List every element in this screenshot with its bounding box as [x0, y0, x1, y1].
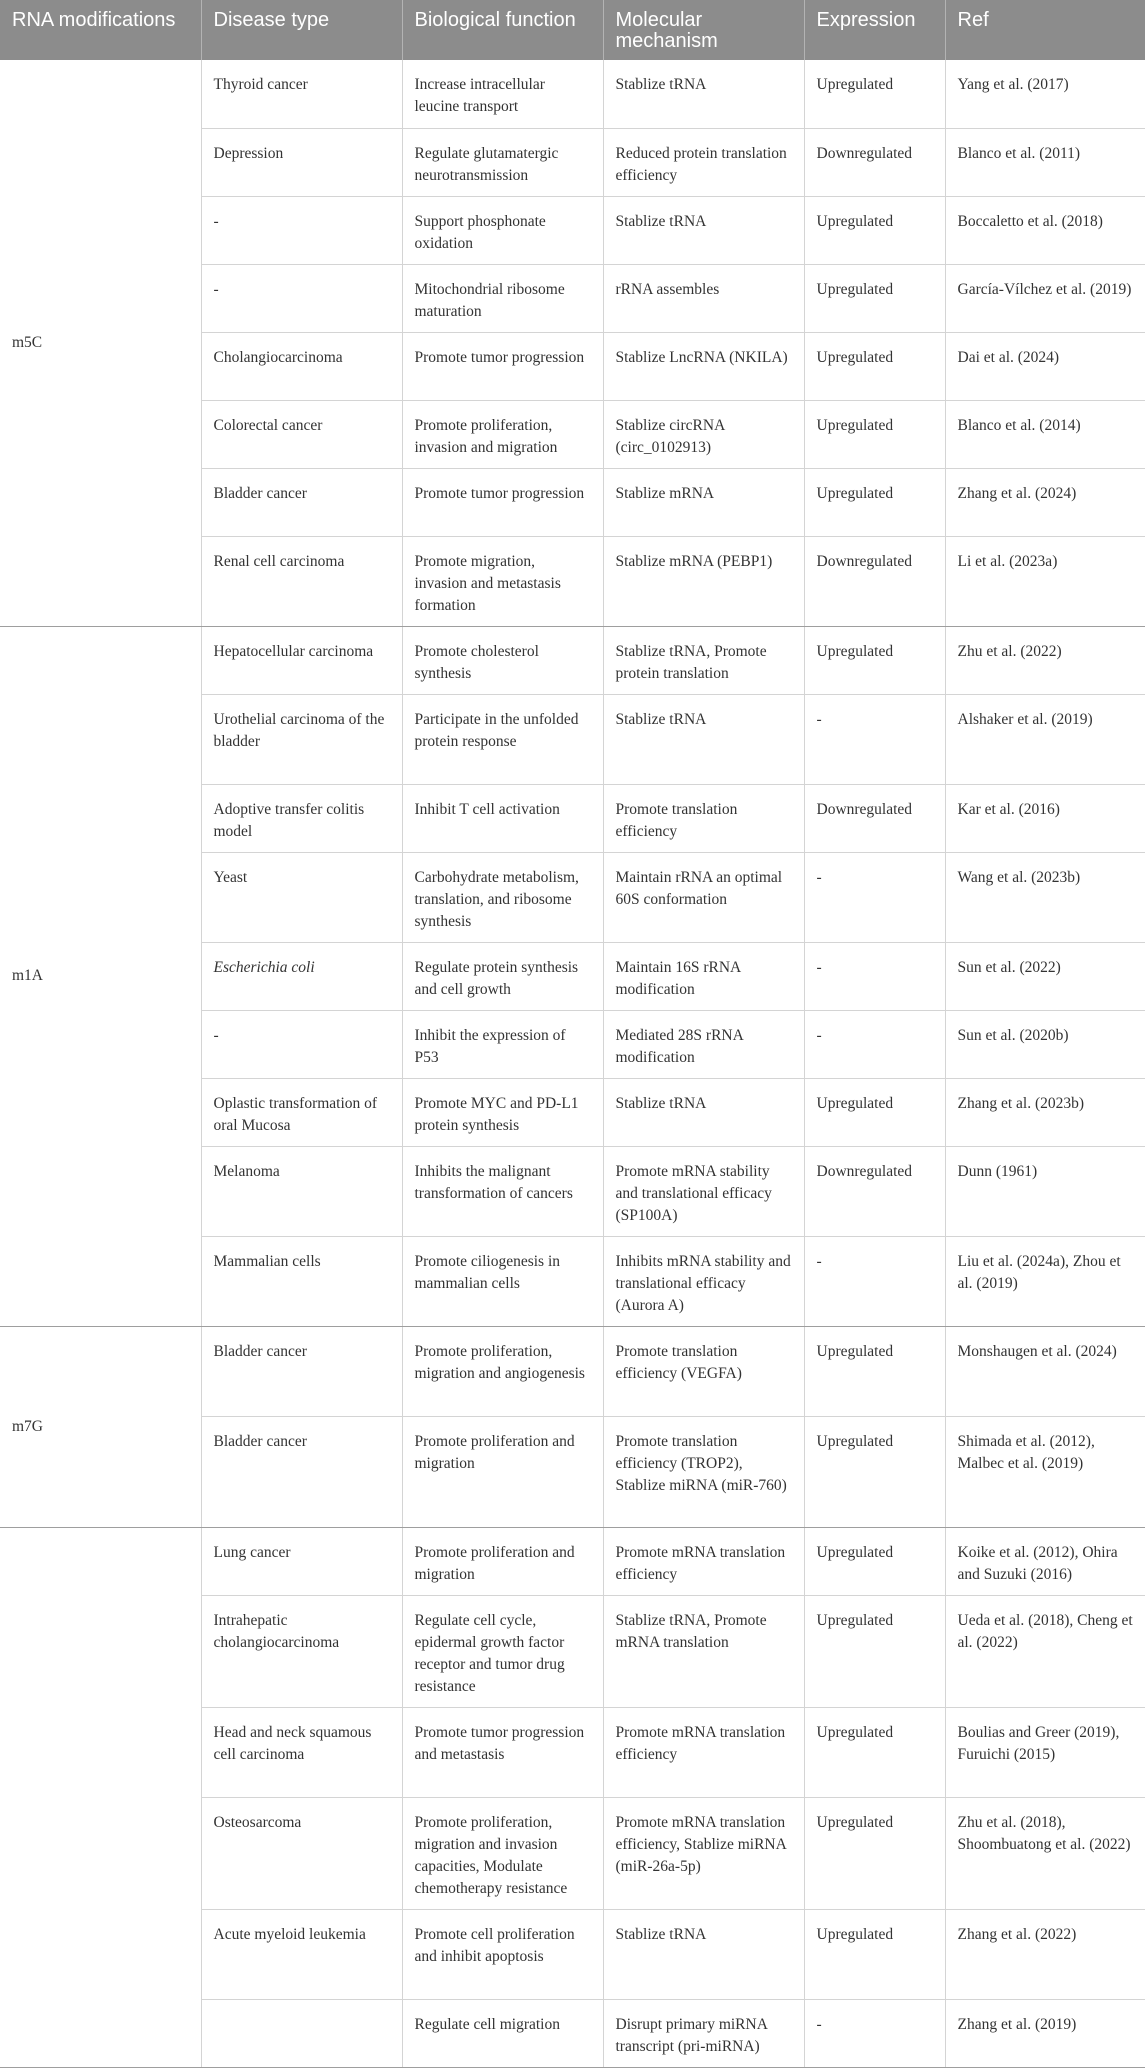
disease-cell: - [201, 264, 402, 332]
mechanism-cell: Inhibits mRNA stability and translational efficacy (Aurora A) [603, 1236, 804, 1326]
mechanism-cell: Maintain 16S rRNA modification [603, 942, 804, 1010]
function-cell: Promote proliferation, invasion and migration [402, 400, 603, 468]
mechanism-cell: Stablize tRNA, Promote mRNA translation [603, 1595, 804, 1707]
ref-cell[interactable]: García-Vílchez et al. (2019) [945, 264, 1145, 332]
ref-cell[interactable]: Blanco et al. (2014) [945, 400, 1145, 468]
disease-cell: Renal cell carcinoma [201, 536, 402, 626]
disease-cell: Yeast [201, 852, 402, 942]
expression-cell: Upregulated [804, 60, 945, 128]
disease-cell: Thyroid cancer [201, 60, 402, 128]
disease-cell: Oplastic transformation of oral Mucosa [201, 1078, 402, 1146]
disease-cell: Colorectal cancer [201, 400, 402, 468]
function-cell: Regulate cell cycle, epidermal growth factor receptor and tumor drug resistance [402, 1595, 603, 1707]
mechanism-cell: Stablize mRNA [603, 468, 804, 536]
disease-cell: Mammalian cells [201, 1236, 402, 1326]
ref-cell[interactable]: Yang et al. (2017) [945, 60, 1145, 128]
disease-cell: Cholangiocarcinoma [201, 332, 402, 400]
header-rna-modifications: RNA modifications [0, 0, 201, 60]
disease-cell: Bladder cancer [201, 468, 402, 536]
mechanism-cell: Stablize tRNA [603, 1909, 804, 1999]
expression-cell: - [804, 1999, 945, 2067]
expression-cell: Upregulated [804, 196, 945, 264]
disease-cell: Head and neck squamous cell carcinoma [201, 1707, 402, 1797]
function-cell: Promote tumor progression [402, 332, 603, 400]
mechanism-cell: Stablize tRNA [603, 694, 804, 784]
function-cell: Promote tumor progression and metastasis [402, 1707, 603, 1797]
expression-cell: - [804, 852, 945, 942]
expression-cell: Upregulated [804, 626, 945, 694]
modification-cell: m5C [0, 60, 201, 626]
header-molecular-mechanism: Molecular mechanism [603, 0, 804, 60]
ref-cell[interactable]: Ueda et al. (2018), Cheng et al. (2022) [945, 1595, 1145, 1707]
mechanism-cell: Stablize LncRNA (NKILA) [603, 332, 804, 400]
mechanism-cell: Stablize tRNA [603, 1078, 804, 1146]
ref-cell[interactable]: Sun et al. (2020b) [945, 1010, 1145, 1078]
ref-cell[interactable]: Boccaletto et al. (2018) [945, 196, 1145, 264]
ref-cell[interactable]: Koike et al. (2012), Ohira and Suzuki (2016) [945, 1527, 1145, 1595]
disease-cell: Adoptive transfer colitis model [201, 784, 402, 852]
disease-cell: Bladder cancer [201, 1326, 402, 1416]
expression-cell: - [804, 694, 945, 784]
disease-cell: Melanoma [201, 1146, 402, 1236]
mechanism-cell: Promote translation efficiency (VEGFA) [603, 1326, 804, 1416]
mechanism-cell: Mediated 28S rRNA modification [603, 1010, 804, 1078]
disease-cell: Intrahepatic cholangiocarcinoma [201, 1595, 402, 1707]
disease-cell: Lung cancer [201, 1527, 402, 1595]
function-cell: Promote proliferation and migration [402, 1527, 603, 1595]
disease-cell: Escherichia coli [201, 942, 402, 1010]
expression-cell: - [804, 942, 945, 1010]
expression-cell: Upregulated [804, 1707, 945, 1797]
function-cell: Regulate cell migration [402, 1999, 603, 2067]
expression-cell: Downregulated [804, 784, 945, 852]
ref-cell[interactable]: Alshaker et al. (2019) [945, 694, 1145, 784]
header-disease-type: Disease type [201, 0, 402, 60]
mechanism-cell: Promote mRNA translation efficiency, Stablize miRNA (miR-26a-5p) [603, 1797, 804, 1909]
ref-cell[interactable]: Dunn (1961) [945, 1146, 1145, 1236]
table-header [0, 0, 1145, 60]
expression-cell: Upregulated [804, 1416, 945, 1527]
expression-cell: Downregulated [804, 1146, 945, 1236]
function-cell: Promote proliferation, migration and invasion capacities, Modulate chemotherapy resistance [402, 1797, 603, 1909]
expression-cell: Upregulated [804, 1797, 945, 1909]
header-biological-function: Biological function [402, 0, 603, 60]
function-cell: Regulate protein synthesis and cell growth [402, 942, 603, 1010]
ref-cell[interactable]: Zhang et al. (2019) [945, 1999, 1145, 2067]
function-cell: Promote tumor progression [402, 468, 603, 536]
ref-cell[interactable]: Shimada et al. (2012), Malbec et al. (2019) [945, 1416, 1145, 1527]
modification-cell: m1A [0, 626, 201, 1326]
ref-cell[interactable]: Wang et al. (2023b) [945, 852, 1145, 942]
function-cell: Participate in the unfolded protein response [402, 694, 603, 784]
expression-cell: - [804, 1236, 945, 1326]
expression-cell: Downregulated [804, 128, 945, 196]
function-cell: Promote cell proliferation and inhibit apoptosis [402, 1909, 603, 1999]
modification-cell: m7G [0, 1326, 201, 1527]
function-cell: Inhibit T cell activation [402, 784, 603, 852]
mechanism-cell: Stablize circRNA (circ_0102913) [603, 400, 804, 468]
ref-cell[interactable]: Dai et al. (2024) [945, 332, 1145, 400]
header-expression: Expression [804, 0, 945, 60]
ref-cell[interactable]: Boulias and Greer (2019), Furuichi (2015) [945, 1707, 1145, 1797]
disease-cell: - [201, 196, 402, 264]
expression-cell: Upregulated [804, 1909, 945, 1999]
expression-cell: Upregulated [804, 1595, 945, 1707]
table-row [0, 60, 1145, 128]
ref-cell[interactable]: Zhu et al. (2018), Shoombuatong et al. (2022) [945, 1797, 1145, 1909]
function-cell: Support phosphonate oxidation [402, 196, 603, 264]
disease-cell: Osteosarcoma [201, 1797, 402, 1909]
expression-cell: Upregulated [804, 1078, 945, 1146]
expression-cell: Upregulated [804, 1326, 945, 1416]
expression-cell: Upregulated [804, 264, 945, 332]
disease-cell: - [201, 1010, 402, 1078]
ref-cell[interactable]: Zhang et al. (2024) [945, 468, 1145, 536]
function-cell: Promote migration, invasion and metastasis formation [402, 536, 603, 626]
ref-cell[interactable]: Liu et al. (2024a), Zhou et al. (2019) [945, 1236, 1145, 1326]
mechanism-cell: Stablize tRNA [603, 196, 804, 264]
header-ref: Ref [945, 0, 1145, 60]
mechanism-cell: Disrupt primary miRNA transcript (pri-miRNA) [603, 1999, 804, 2067]
function-cell: Promote cholesterol synthesis [402, 626, 603, 694]
table-body [0, 60, 1145, 2067]
ref-cell[interactable]: Sun et al. (2022) [945, 942, 1145, 1010]
mechanism-cell: Promote mRNA translation efficiency [603, 1707, 804, 1797]
expression-cell: Downregulated [804, 536, 945, 626]
ref-cell[interactable]: Li et al. (2023a) [945, 536, 1145, 626]
ref-cell[interactable]: Zhang et al. (2022) [945, 1909, 1145, 1999]
ref-cell[interactable]: Zhu et al. (2022) [945, 626, 1145, 694]
table-row [0, 626, 1145, 694]
disease-cell: Acute myeloid leukemia [201, 1909, 402, 1999]
expression-cell: Upregulated [804, 400, 945, 468]
mechanism-cell: Stablize tRNA, Promote protein translation [603, 626, 804, 694]
function-cell: Inhibits the malignant transformation of cancers [402, 1146, 603, 1236]
function-cell: Promote ciliogenesis in mammalian cells [402, 1236, 603, 1326]
ref-cell[interactable]: Blanco et al. (2011) [945, 128, 1145, 196]
table-row [0, 1326, 1145, 1416]
mechanism-cell: Promote mRNA translation efficiency [603, 1527, 804, 1595]
disease-cell: Depression [201, 128, 402, 196]
table-row [0, 1527, 1145, 1595]
mechanism-cell: Reduced protein translation efficiency [603, 128, 804, 196]
ref-cell[interactable]: Monshaugen et al. (2024) [945, 1326, 1145, 1416]
mechanism-cell: rRNA assembles [603, 264, 804, 332]
function-cell: Promote proliferation, migration and angiogenesis [402, 1326, 603, 1416]
disease-cell: Urothelial carcinoma of the bladder [201, 694, 402, 784]
expression-cell: Upregulated [804, 1527, 945, 1595]
mechanism-cell: Maintain rRNA an optimal 60S conformation [603, 852, 804, 942]
ref-cell[interactable]: Kar et al. (2016) [945, 784, 1145, 852]
function-cell: Regulate glutamatergic neurotransmission [402, 128, 603, 196]
mechanism-cell: Stablize tRNA [603, 60, 804, 128]
function-cell: Carbohydrate metabolism, translation, and ribosome synthesis [402, 852, 603, 942]
mechanism-cell: Promote translation efficiency [603, 784, 804, 852]
function-cell: Inhibit the expression of P53 [402, 1010, 603, 1078]
mechanism-cell: Promote translation efficiency (TROP2), Stablize miRNA (miR-760) [603, 1416, 804, 1527]
expression-cell: Upregulated [804, 332, 945, 400]
header-row [0, 0, 1145, 60]
disease-cell: Hepatocellular carcinoma [201, 626, 402, 694]
disease-cell: Bladder cancer [201, 1416, 402, 1527]
ref-cell[interactable]: Zhang et al. (2023b) [945, 1078, 1145, 1146]
function-cell: Increase intracellular leucine transport [402, 60, 603, 128]
mechanism-cell: Promote mRNA stability and translational efficacy (SP100A) [603, 1146, 804, 1236]
mechanism-cell: Stablize mRNA (PEBP1) [603, 536, 804, 626]
function-cell: Promote MYC and PD-L1 protein synthesis [402, 1078, 603, 1146]
function-cell: Promote proliferation and migration [402, 1416, 603, 1527]
function-cell: Mitochondrial ribosome maturation [402, 264, 603, 332]
disease-cell [201, 1999, 402, 2067]
expression-cell: Upregulated [804, 468, 945, 536]
modification-cell [0, 1527, 201, 2067]
expression-cell: - [804, 1010, 945, 1078]
